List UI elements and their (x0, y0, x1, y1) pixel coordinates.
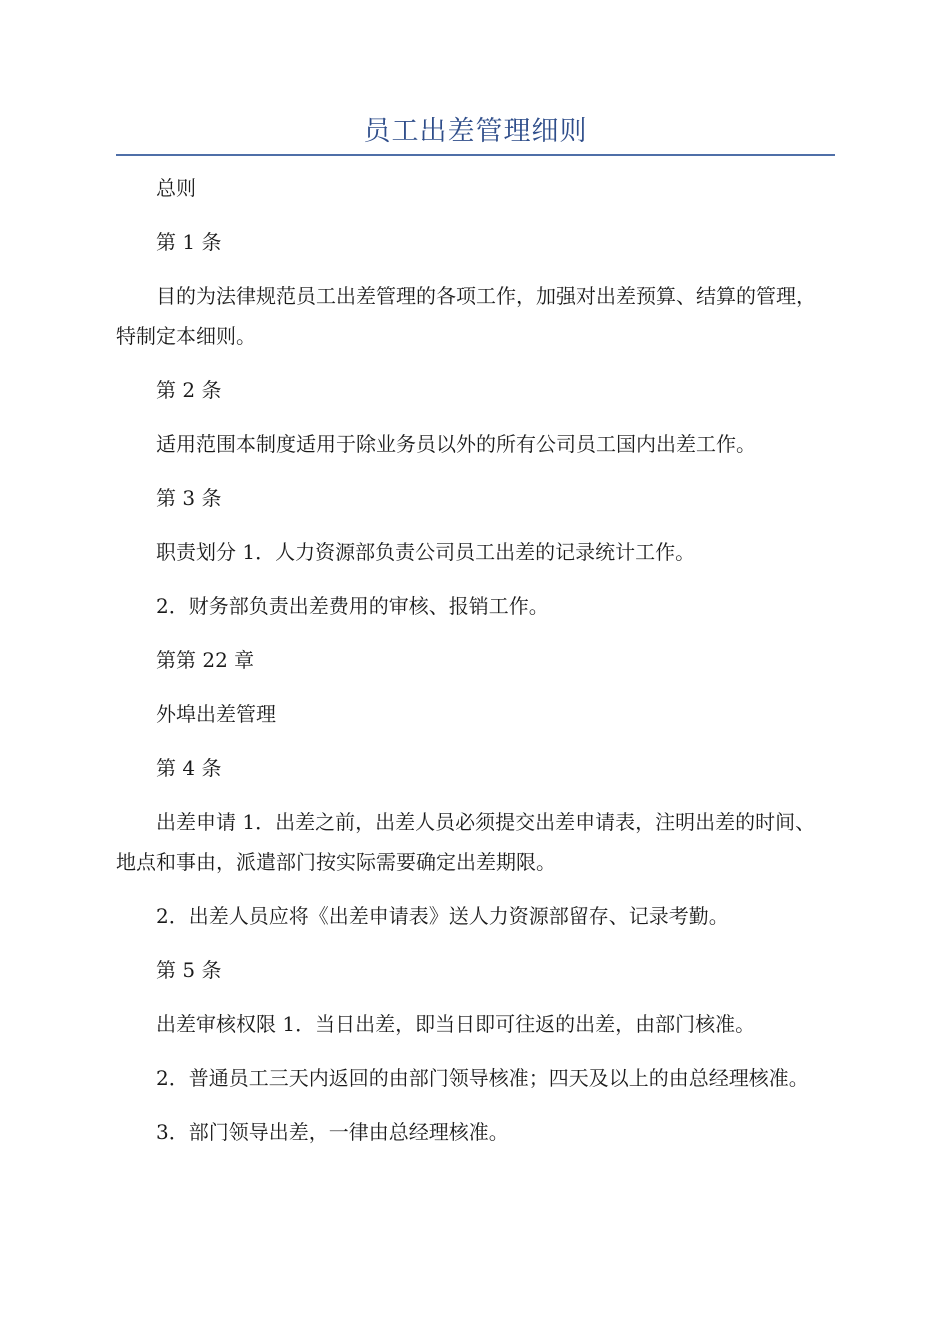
article-4-text-1: 出差申请 1．出差之前，出差人员必须提交出差申请表，注明出差的时间、地点和事由，派遣部门按实际需要确定出差期限。 (116, 810, 816, 874)
title-underline (116, 154, 835, 156)
article-3-text-2: 2．财务部负责出差费用的审核、报销工作。 (156, 594, 549, 618)
article-5-text-3: 3．部门领导出差，一律由总经理核准。 (156, 1120, 509, 1144)
article-1-heading: 第 1 条 (156, 230, 222, 254)
article-5-heading: 第 5 条 (156, 958, 222, 982)
article-2-text: 适用范围本制度适用于除业务员以外的所有公司员工国内出差工作。 (156, 432, 756, 456)
heading-general: 总则 (156, 176, 196, 200)
chapter-heading: 第第 22 章 (156, 648, 255, 672)
page-title: 员工出差管理细则 (363, 116, 588, 147)
article-4-heading: 第 4 条 (156, 756, 222, 780)
article-1-text: 目的为法律规范员工出差管理的各项工作，加强对出差预算、结算的管理，特制定本细则。 (116, 284, 816, 348)
article-5-text-1: 出差审核权限 1．当日出差，即当日即可往返的出差，由部门核准。 (156, 1012, 756, 1036)
article-2-heading: 第 2 条 (156, 378, 222, 402)
article-4-text-2: 2．出差人员应将《出差申请表》送人力资源部留存、记录考勤。 (156, 904, 729, 928)
article-3-text-1: 职责划分 1．人力资源部负责公司员工出差的记录统计工作。 (156, 540, 696, 564)
article-5-text-2: 2．普通员工三天内返回的由部门领导核准；四天及以上的由总经理核准。 (156, 1066, 809, 1090)
chapter-title: 外埠出差管理 (156, 702, 276, 726)
article-3-heading: 第 3 条 (156, 486, 222, 510)
document-body (116, 168, 835, 1152)
